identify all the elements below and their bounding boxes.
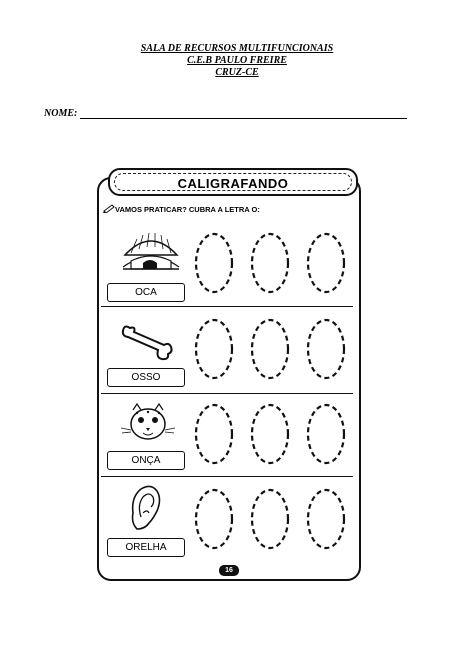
- pencil-icon: [103, 203, 115, 213]
- ear-icon: [129, 483, 163, 533]
- trace-row-oca[interactable]: [186, 228, 356, 298]
- word-label-onca: ONÇA: [107, 451, 185, 470]
- header-line-1: SALA DE RECURSOS MULTIFUNCIONAIS: [140, 43, 334, 54]
- row-divider: [101, 393, 353, 394]
- header-line-3: CRUZ-CE: [215, 67, 259, 78]
- trace-row-orelha[interactable]: [186, 484, 356, 554]
- bone-icon: [120, 322, 174, 362]
- word-label-osso: OSSO: [107, 368, 185, 387]
- page-number: 16: [219, 565, 239, 576]
- trace-row-osso[interactable]: [186, 314, 356, 384]
- title-banner: [108, 168, 358, 196]
- name-label: NOME:: [44, 108, 78, 119]
- instruction-text: VAMOS PRATICAR? CUBRA A LETRA O:: [115, 205, 260, 214]
- header-line-2: C.E.B PAULO FREIRE: [187, 55, 287, 66]
- name-field-line[interactable]: [80, 118, 407, 119]
- hut-icon: [121, 225, 181, 277]
- row-divider: [101, 306, 353, 307]
- trace-row-onca[interactable]: [186, 399, 356, 469]
- jaguar-icon: [121, 402, 175, 446]
- row-divider: [101, 476, 353, 477]
- word-label-orelha: ORELHA: [107, 538, 185, 557]
- word-label-oca: OCA: [107, 283, 185, 302]
- worksheet-title: CALIGRAFANDO: [177, 176, 289, 191]
